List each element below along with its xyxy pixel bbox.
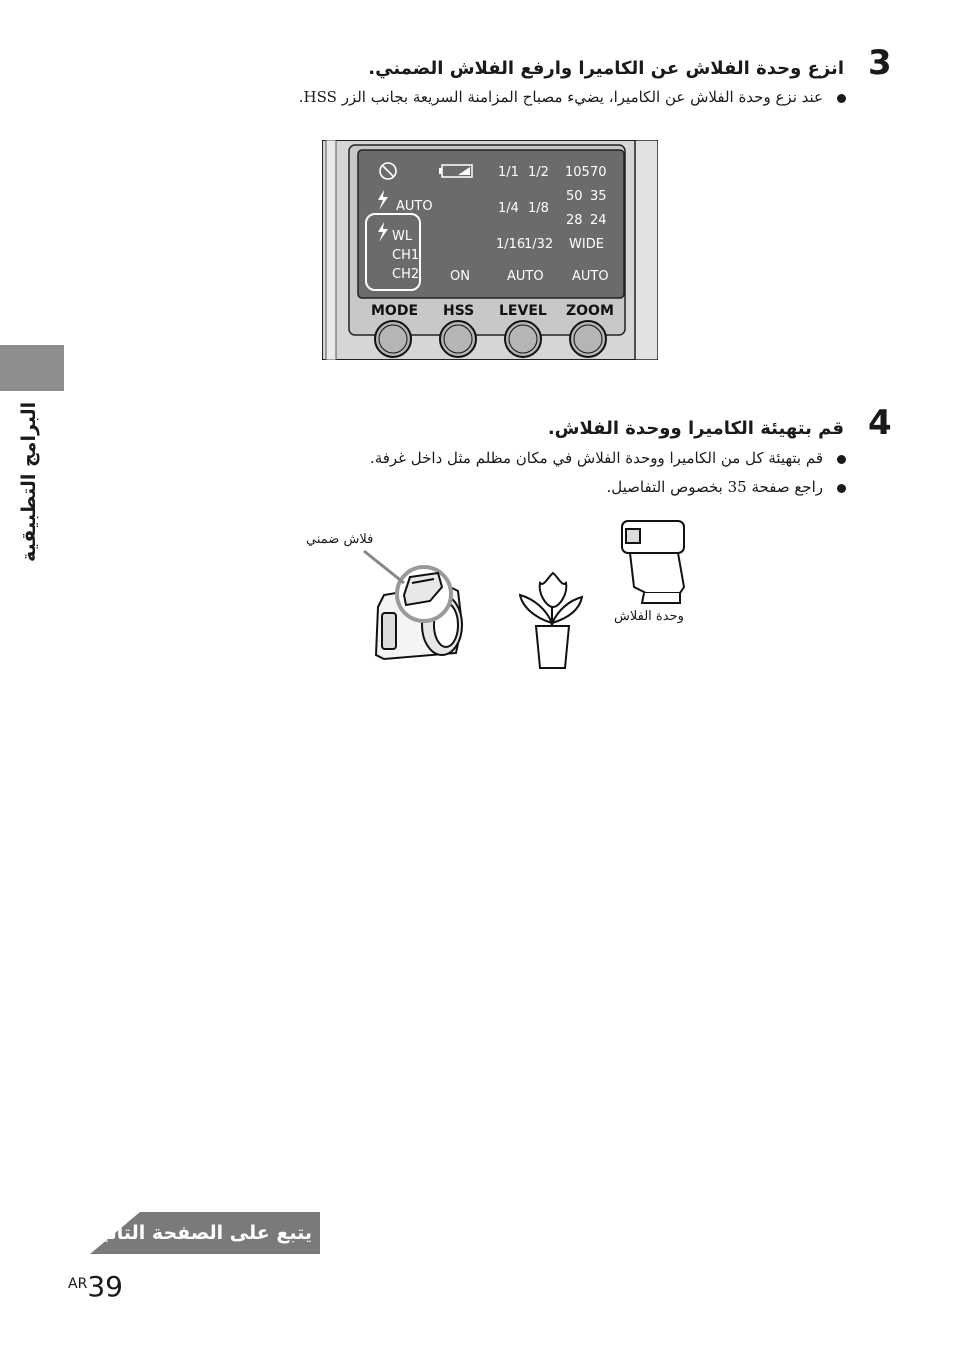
flash-unit-label: وحدة الفلاش	[614, 609, 684, 624]
lcd-auto-label: AUTO	[396, 199, 433, 214]
builtin-flash-icon	[397, 567, 451, 621]
setup-illustration	[360, 515, 700, 675]
lcd-level-1-16: 1/16	[496, 237, 526, 252]
mode-button-label: MODE	[371, 303, 419, 319]
bullet-text: عند نزع وحدة الفلاش عن الكاميرا، يضيء مصباح المزامنة السريعة بجانب الزر HSS.	[298, 88, 823, 106]
step-title-3: انزع وحدة الفلاش عن الكاميرا وارفع الفلاش الضمني.	[368, 58, 844, 79]
continued-next-page-banner	[90, 1212, 320, 1254]
lcd-zoom-wide: WIDE	[569, 237, 604, 252]
lcd-zoom-105: 105	[565, 165, 590, 180]
lcd-level-1-4: 1/4	[498, 201, 519, 216]
plant-icon	[520, 573, 582, 668]
bullet-text: راجع صفحة 35 بخصوص التفاصيل.	[606, 478, 823, 496]
page-number-prefix: AR	[68, 1276, 88, 1292]
level-button-label: LEVEL	[499, 303, 547, 319]
lcd-wl-label: WL	[392, 229, 413, 244]
step-title-4: قم بتهيئة الكاميرا ووحدة الفلاش.	[547, 418, 844, 439]
step-3-bullet-1	[299, 88, 846, 106]
step-number-3: 3	[868, 43, 892, 83]
builtin-flash-callout-line	[364, 551, 404, 583]
lcd-zoom-24: 24	[590, 213, 607, 228]
step-number-4: 4	[868, 403, 892, 443]
lcd-level-1-32: 1/32	[524, 237, 554, 252]
zoom-button-label: ZOOM	[566, 303, 614, 319]
lcd-zoom-auto: AUTO	[572, 269, 609, 284]
lcd-ch2: CH2	[392, 267, 420, 282]
lcd-level-1-1: 1/1	[498, 165, 519, 180]
lcd-level-1-2: 1/2	[528, 165, 549, 180]
hss-button-label: HSS	[443, 303, 475, 319]
hss-button[interactable]	[440, 321, 476, 357]
continued-next-page-text: يتبع على الصفحة التالية	[90, 1222, 312, 1244]
bullet-dot	[837, 484, 846, 493]
flash-unit-icon	[622, 521, 684, 603]
lcd-zoom-70: 70	[590, 165, 607, 180]
section-side-label: البرامج التطبيقية	[18, 402, 40, 563]
lcd-hss-on: ON	[450, 269, 470, 284]
lcd-ch1: CH1	[392, 248, 420, 263]
page-number-value: 39	[87, 1270, 123, 1303]
mode-button[interactable]	[375, 321, 411, 357]
zoom-button[interactable]	[570, 321, 606, 357]
step-4-bullet-1	[370, 449, 846, 467]
page-number	[68, 1270, 123, 1303]
lcd-zoom-50: 50	[566, 189, 583, 204]
bullet-dot	[837, 455, 846, 464]
step-4-bullet-2	[607, 478, 846, 496]
lcd-level-auto: AUTO	[507, 269, 544, 284]
level-button[interactable]	[505, 321, 541, 357]
lcd-level-1-8: 1/8	[528, 201, 549, 216]
bullet-text: قم بتهيئة كل من الكاميرا ووحدة الفلاش في مكان مظلم مثل داخل غرفة.	[369, 449, 823, 467]
section-side-tab	[0, 345, 64, 391]
bullet-dot	[837, 94, 846, 103]
flash-lcd-panel	[322, 140, 658, 360]
lcd-zoom-35: 35	[590, 189, 607, 204]
builtin-flash-label: فلاش ضمني	[306, 532, 374, 547]
lcd-zoom-28: 28	[566, 213, 583, 228]
